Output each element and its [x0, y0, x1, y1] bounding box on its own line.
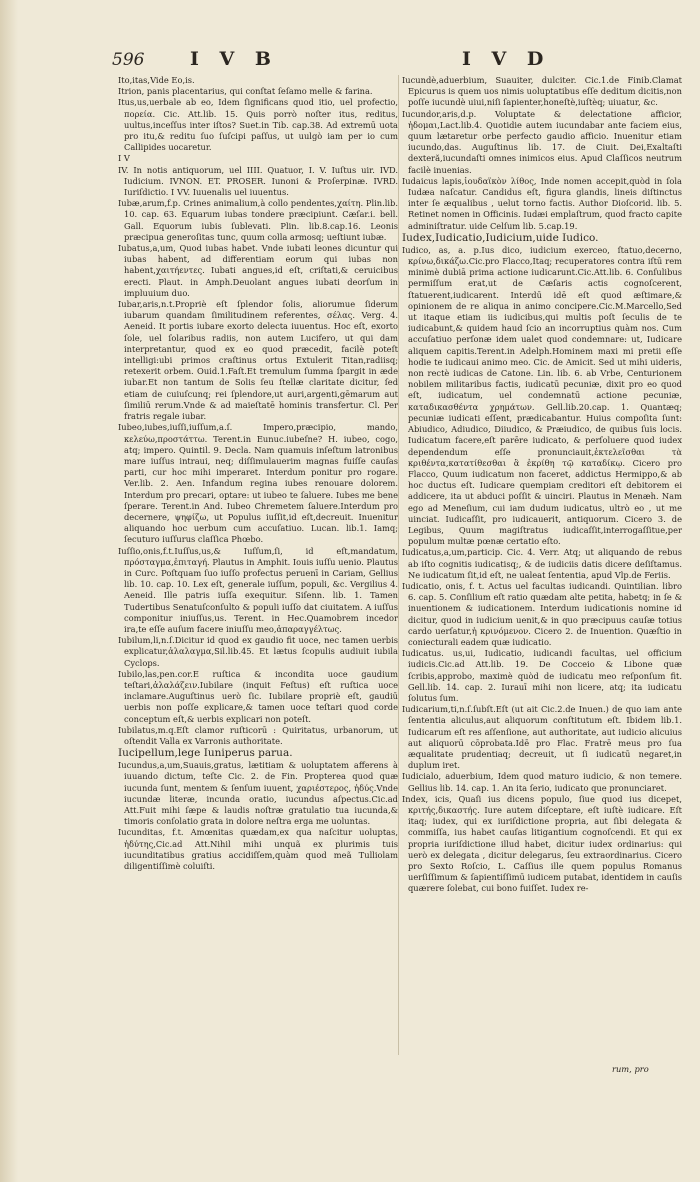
dictionary-entry: IV. In notis antiquorum, uel IIII. Quatuor, I. V. Iuſtus uir. IVD. Iudicium. IVNON. ET. PROSER. Iunoni & Proſerpinæ. IVRD. Iuriſdictio. I VV. Iuuenalis uel iuuentus. [118, 164, 398, 198]
dictionary-entry: Iuſſio,onis,f.t.Iuſſus,us,& Iuſſum,ſi, id eſt,mandatum, πρόσταγμα,ἐπιταγή. Plautus in Amphit. Iouis iuſſu uenio. Plautus in Curc. Poſtquam ſuo iuſſo profectus peruenī in Cariam, Gellius lib. 10. cap. 10. Lex eſt, generale iuſſum, populi, &c. Vergilius 4. Aeneid. Ille patris iuſſa exequitur. Siſenn. lib. 1. Tamen Tudertibus Senatuſconſulto & populi iuſſo dat ciuitatem. A iuſſus componitur iniuſſus,us. Terent. in Hec.Quamobrem incedor ira,te eſſe auſum facere iniuſſu meo,ἀπαραγγέλτως. [118, 545, 398, 634]
dictionary-entry: Iudaicus lapis,ἰουδαϊκὸν λίθος, Inde nomen accepit,quòd in ſola Iudæa naſcatur. Candidus eſt, figura glandis, lineis diſtinctus inter ſe æqualibus , uelut torno factis. Author Dioſcorid. lib. 5. Retinet nomen in Officinis. Iudæi emplaſtrum, quod fracto capite adminiſtratur. uide Celſum lib. 5.cap.19. [402, 175, 682, 231]
column-divider [398, 75, 399, 1055]
dictionary-entry: Iudicialo, aduerbium, Idem quod maturo iudicio, & non temere. Gellius lib. 14. cap. 1. An ita ſerio, iudicato que pronunciaret. [402, 771, 682, 793]
dictionary-entry: Iubæ,arum,f.p. Crines animalium,à collo pendentes,χαίτη. Plin.lib. 10. cap. 63. Equarum iubas tondere præcipiunt. Cæſar.i. bell. Gall. Equorum iubis ſublevati. Plin. lib.8.cap.16. Leonis præcipua generoſitas tunc, quum colla armosq; ueſtiunt iubæ. [118, 198, 398, 242]
dictionary-entry: Iudicatus. us,ui, Iudicatio, iudicandi facultas, uel officium iudicis.Cic.ad Att.lib. 19. De Cocceio & Libone quæ ſcribis,approbo, maximè quòd de iudicatu meo reſponſum fit. Gell.lib. 14. cap. 2. Iurauī mihi non licere, atq; ita iudicatu ſolutus ſum. [402, 648, 682, 703]
left-column [118, 75, 398, 872]
right-column [402, 75, 682, 895]
dictionary-entry: Iudicatus,a,um,particip. Cic. 4. Verr. Atq; ut aliquando de rebus ab iſto cognitis iudicatisq;, & de iudiciis datis dicere deſiſtamus. Ne iudicatum ſit,id eſt, ne ualeat ſententia, apud Vlp.de Feriis. [402, 547, 682, 580]
dictionary-entry: Iucunditas, f.t. Amœnitas quædam,ex qua naſcitur uoluptas, ἡδύτης,Cic.ad Att.Nihil mihi unquã ex plurimis tuis iucunditatibus gratius accidiſſem,quàm quod meã Tulliolam diligentiſſimè coluiſti. [118, 827, 398, 872]
page-edge [0, 0, 18, 1182]
dictionary-entry: Iucundus,a,um,Suauis,gratus, lætitiam & uoluptatem afferens à iuuando dictum, teſte Cic. 2. de Fin. Propterea quod quæ iucunda ſunt, mentem & ſenſum iuuent, χαριέστερος, ἡδύς.Vnde iucundæ literæ, incunda oratio, iucundus aſpectus.Cic.ad Att.Fuit mihi ſæpe & laudis noſtræ gratulatio tua iucunda,& timoris conſolatio grata in dolore neſtra erga me uoluntas. [118, 760, 398, 827]
headword-left: I V B [190, 48, 278, 70]
dictionary-entry: Iubilo,las,pen.cor.E ruſtica & incondita uoce gaudium teſtari,ἀλαλάζειν.Iubilare (inquit Feſtus) eſt ruſtica uoce inclamare.Auguſtinus uerò ſic. Iubilare propriè eſt, gaudiū uerbis non poſſe explicare,& tamen uoce teſtari quod corde conceptum eſt,& uerbis explicari non poteſt. [118, 668, 398, 724]
dictionary-entry: Iucipellum,lege Iuniperus parua. [118, 747, 293, 760]
dictionary-entry: Ito,itas,Vide Eo,is. [118, 75, 195, 85]
dictionary-entry: Iucundor,aris,d.p. Voluptate & delectatione afficior, ἡδομαι,Lact.lib.4. Quotidie autem iucundabar ante faciem eius, quum lætaretur orbe perfecto gaudio afficio. Inuenitur etiam iucundo,das. Auguſtinus lib. 17. de Ciuit. Dei,Exaltaſti dexteră,iucundaſti omnes inimicos eius. Apud Claſſicos neutrum facilè inuenias. [402, 108, 682, 175]
dictionary-entry: Index, icis, Quaſi ius dicens populo, ſiue quod ius dicepet, κριτής,δικαστής. Iure autem diſceptare, eſt iuſtè iudicare. Eſt itaq; iudex, qui ex iuriſdictione propria, aut ſibi delegata & commiſſa, ius habet cauſas litigantium cognoſcendi. Et qui ex propria iuriſdictione illud habet, dicitur iudex ordinarius: qui uerò ex delegata , dicitur delegarus, ſeu extraordinarius. Cicero pro Sexto Roſcio, L. Caſſius ille quem populus Romanus uerſiſſimum & ſapientiſſimū iudicem putabat, identidem in cauſis quærere ſolebat, cui bono fuiſſet. Iudex re- [402, 793, 682, 894]
page-number: 596 [112, 50, 145, 70]
dictionary-entry: Iubeo,iubes,iuſſi,iuſſum,a.ſ. Impero,præcipio, mando, κελεύω,προστάττω. Terent.in Eunuc.iubeſne? H. iubeo, cogo, atq; impero. Quintil. 9. Decla. Nam quamuis inſeſtum latronibus mare iuſſus intraui, neq; diſſimulauerim magnas fuiſſe cauſas parti, cur hoc mihi imperaret. Interdum ponitur pro rogare. Ver.lib. 2. Aen. Infandum regina iubes renouare dolorem. Interdum pro precari, optare: ut iubeo te ſaluere. Iubes me bene ſperare. Terent.in And. Iubeo Chremetem ſaluere.Interdum pro decernere, ψηφίζω, ut Populus iuſſit,id eſt,decreuit. Inuenitur aliquando hoc uerbum cum accuſatiuo. Lucan. lib.1. Iamq; ſecuturo iuſſurus claſſica Phœbo. [118, 422, 398, 545]
dictionary-entry: Iudicatio, onis, f. t. Actus uel facultas iudicandi. Quintilian. libro 6. cap. 5. Conſilium eſt ratio quædam alte petita, habetq; in ſe & inuentionem & iudicationem. Interdum iudicationis nomine id dicitur, quod in iudicium uenit,& in quo præcipuus cauſæ totius cardo uerſatur,ἡ κρινόμενον. Cicero 2. de Inuention. Quæſtio in coniecturali eadem quæ iudicatio. [402, 580, 682, 647]
dictionary-entry: Iubilum,li,n.ſ.Dicitur id quod ex gaudio fit uoce, nec tamen uerbis explicatur,ἀλαλαγμα,Sil.lib.45. Et lætus ſcopulis audiuit iubila Cyclops. [118, 635, 398, 668]
headword-right: I V D [462, 48, 551, 70]
dictionary-entry: I V [118, 153, 130, 164]
catchword: rum, pro [612, 1064, 649, 1074]
dictionary-entry: Iubatus,a,um, Quod iubas habet. Vnde iubati leones dicuntur qui iubas habent, ad differentiam eorum qui iubas non habent,χαιτήεντες. Iubati angues,id eſt, criſtati,& ceruicibus erecti. Plaut. in Amph.Deuolant angues iubati deorſum in impluuium duo. [118, 243, 398, 298]
dictionary-entry: Iudex,Iudicatio,Iudicium,uide Iudico. [402, 231, 599, 244]
dictionary-entry: Iudico, as, a. p.Ius dico, iudicium exerceo, ſtatuo,decerno, κρίνω,δικάζω.Cic.pro Flacco,Itaq; recuperatores contra iſtū rem minimè dubiā prima actione iudicarunt.Cic.Att.lib. 6. Conſulibus permiſſum erat,ut de Cæſaris actis cognoſcerent, ſtatuerent,iudicarent. Interdū idē eſt quod æſtimare,& opinionem de re aliqua in animo concipere.Cic.M.Marcello,Sed ut itaque etiam iis iudicibus,qui multis poſt ſeculis de te iudicabunt,& quidem haud ſcio an incorruptius quàm nos. Cum accuſatiuo perſonæ idem ualet quod condemnare: ut, Iudicare aliquem capitis.Terent.in Adelph.Hominem maxi mi pretii eſſe hodie te iudicaui animo meo. Cic. de Amicit. Sed ut mihi uideris, non rectè iudicas de Catone. Lin. lib. 6. ab Vrbe, Centurionem nobilem militaribus factis, iudicatū pecuniæ, dixit pro eo quod eſt, iudicatum, uel condemnatū actione pecuniæ, καταδικασθέντα χρημάτων. Gell.lib.20.cap. 1. Quantæq; pecuniæ iudicati eſſent, prædicabantur. Huius compoſita ſunt: Abiudico, Adiudico, Diiudico, & Præiudico, de quibus ſuis locis. Iudicatum facere,eſt parēre iudicato, & perſoluere quod iudex dependendum eſſe pronunciauit,ἐκτελεῖσθαι τὰ κριθέντα,κατατίθεσθαι ἃ ἐκρίθη τῷ καταδίκῳ. Cicero pro Flacco, Quum iudicatum non faceret, addictus Hermippo,& ab hoc ductus eſt. Iudicare quempiam creditori eſt debitorem ei addicere, ita ut abduci poſſit & uinciri. Plautus in Menæh. Nam ego ad Meneſium, cui iam dudum iudicatus, ultrò eo , ut me uinciat. Iudicaſſit, pro iudicauerit, antiquorum. Cicero 3. de Legibus, Quum magiſtratus iudicaſſit,interrogaſſitue,per populum multæ pœnæ certatio eſto. [402, 244, 682, 547]
dictionary-entry: Iucundè,aduerbium, Suauiter, dulciter. Cic.1.de Finib.Clamat Epicurus is quem uos nimis uoluptatibus eſſe deditum dicitis,non poſſe iucundè uiui,niſi ſapienter,honeſtè,iuſtèq; uiuatur, &c. [402, 75, 682, 108]
dictionary-entry: Itrion, panis placentarius, qui conſtat ſeſamo melle & farina. [118, 86, 373, 97]
dictionary-entry: Iubilatus,m.q.Eſt clamor ruſticorū : Quiritatus, urbanorum, ut oſtendit Valla ex Varronis authoritate. [118, 724, 398, 746]
running-head [0, 50, 700, 74]
dictionary-entry: Iubar,aris,n.t.Propriè eſt ſplendor ſolis, aliorumue ſiderum iubarum quandam ſimilitudinem referentes, σέλας. Verg. 4. Aeneid. It portis iubare exorto delecta iuuentus. Hoc eſt, exorto ſole, uel ſolaribus radiis, non autem Luciferο, ut qui dam interpretantur, quod ex eo quod præcedit, facilè poteſt intelligi:ubi primos craſtinus ortus Extulerit Titan,radiisq; retexerit orbem. Ouid.1.Faſt.Et tremulum ſumma ſpargit in æde iubar.Et non tantum de Solis ſeu ſtellæ claritate dicitur, ſed etiam de cuiuſcunq; rei ſplendore,ut auri,argenti,gēmarum aut ſimiliū rerum.Vnde & ad maieſtatē hominis transfertur. Cl. Per fratris regale iubar. [118, 299, 398, 422]
dictionary-entry: Itus,us,uerbale ab eo, Idem ſignificans quod itio, uel profectio, πορεία. Cic. Att.lib. 15. Quis porrò noſter itus, reditus, uultus,inceſſus inter iſtos? Suet.in Tib. cap.38. Ad extremū uota pro itu,& reditu ſuo ſuſcipi paſſus, ut uulgò iam per io cum Callipides uocaretur. [118, 97, 398, 153]
dictionary-entry: Iudicarium,ti,n.ſ.ſubſt.Eſt (ut ait Cic.2.de Inuen.) de quo iam ante ſententia aliculus,aut aliquorum conſtitutum eſt. Ibidem lib.1. Iudicarum eſt res aſſenſione, aut authoritate, aut iudicio alicuius aut aliquorū cōprobata.Idē pro Flac. Fratrē meus pro ſua æqualitate prudentiaq; decreuit, ut ſi iudicatū negaret,in duplum iret. [402, 704, 682, 771]
